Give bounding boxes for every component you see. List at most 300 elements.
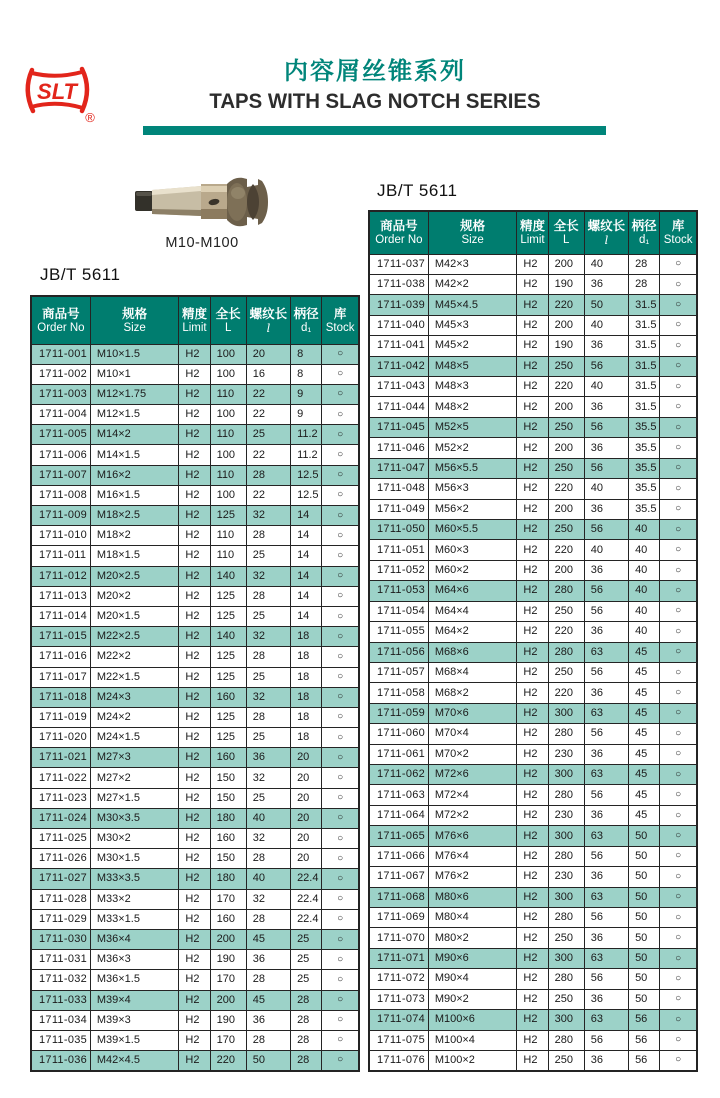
cell-limit: H2 <box>517 356 548 376</box>
cell-length: 110 <box>210 546 246 566</box>
cell-shank: 8 <box>291 344 322 364</box>
cell-shank: 14 <box>291 586 322 606</box>
cell-length: 140 <box>210 627 246 647</box>
spec-row <box>31 465 359 485</box>
cell-stock: ○ <box>660 560 697 580</box>
cell-size: M20×2 <box>90 586 179 606</box>
cell-stock: ○ <box>660 826 697 846</box>
cell-stock: ○ <box>322 707 359 727</box>
spec-row <box>369 377 697 397</box>
cell-thread: 22 <box>246 445 290 465</box>
cell-length: 170 <box>210 970 246 990</box>
cell-stock: ○ <box>660 397 697 417</box>
cell-order: 1711-049 <box>369 499 428 519</box>
cell-order: 1711-072 <box>369 969 428 989</box>
cell-stock: ○ <box>660 1030 697 1050</box>
cell-shank: 11.2 <box>291 425 322 445</box>
cell-size: M16×1.5 <box>90 485 179 505</box>
spec-row <box>369 417 697 437</box>
spec-row <box>369 601 697 621</box>
cell-limit: H2 <box>179 1051 210 1071</box>
cell-length: 300 <box>548 887 584 907</box>
cell-thread: 40 <box>584 540 628 560</box>
cell-thread: 56 <box>584 724 628 744</box>
cell-length: 190 <box>548 336 584 356</box>
spec-row <box>31 829 359 849</box>
slt-logo-icon <box>20 66 110 126</box>
cell-stock: ○ <box>660 703 697 723</box>
cell-order: 1711-067 <box>369 867 428 887</box>
cell-size: M24×2 <box>90 707 179 727</box>
cell-shank: 45 <box>629 662 660 682</box>
title-divider-bar <box>143 126 606 135</box>
cell-thread: 56 <box>584 417 628 437</box>
cell-size: M18×2 <box>90 526 179 546</box>
cell-shank: 35.5 <box>629 499 660 519</box>
cell-shank: 28 <box>291 990 322 1010</box>
cell-shank: 50 <box>629 948 660 968</box>
cell-order: 1711-039 <box>369 295 428 315</box>
cell-thread: 36 <box>584 928 628 948</box>
cell-size: M42×2 <box>428 274 517 294</box>
cell-length: 300 <box>548 826 584 846</box>
cell-stock: ○ <box>322 889 359 909</box>
cell-order: 1711-076 <box>369 1050 428 1070</box>
cell-thread: 36 <box>584 560 628 580</box>
cell-thread: 28 <box>246 1030 290 1050</box>
cell-shank: 20 <box>291 849 322 869</box>
spec-row <box>369 1050 697 1070</box>
cell-size: M39×1.5 <box>90 1030 179 1050</box>
cell-limit: H2 <box>179 808 210 828</box>
cell-thread: 36 <box>584 867 628 887</box>
cell-shank: 50 <box>629 826 660 846</box>
cell-stock: ○ <box>660 581 697 601</box>
cell-length: 190 <box>210 1010 246 1030</box>
product-figure <box>132 176 272 251</box>
cell-shank: 18 <box>291 627 322 647</box>
col-header-size: 规格 Size <box>90 296 179 344</box>
cell-stock: ○ <box>322 586 359 606</box>
cell-size: M14×2 <box>90 425 179 445</box>
cell-limit: H2 <box>179 970 210 990</box>
cell-length: 280 <box>548 908 584 928</box>
cell-order: 1711-048 <box>369 479 428 499</box>
cell-order: 1711-017 <box>31 667 90 687</box>
spec-row <box>31 687 359 707</box>
cell-stock: ○ <box>322 849 359 869</box>
cell-size: M48×3 <box>428 377 517 397</box>
spec-row <box>369 805 697 825</box>
cell-limit: H2 <box>517 540 548 560</box>
cell-stock: ○ <box>322 647 359 667</box>
cell-order: 1711-007 <box>31 465 90 485</box>
cell-thread: 22 <box>246 485 290 505</box>
cell-order: 1711-053 <box>369 581 428 601</box>
cell-length: 280 <box>548 785 584 805</box>
cell-shank: 50 <box>629 908 660 928</box>
cell-limit: H2 <box>517 622 548 642</box>
cell-size: M27×3 <box>90 748 179 768</box>
cell-thread: 16 <box>246 364 290 384</box>
cell-limit: H2 <box>179 465 210 485</box>
cell-size: M45×3 <box>428 315 517 335</box>
spec-row <box>369 274 697 294</box>
cell-size: M60×5.5 <box>428 519 517 539</box>
cell-size: M72×4 <box>428 785 517 805</box>
spec-row <box>31 929 359 949</box>
col-header-stock: 库 Stock <box>660 211 697 254</box>
spec-row <box>369 642 697 662</box>
cell-limit: H2 <box>179 748 210 768</box>
spec-row <box>31 990 359 1010</box>
cell-stock: ○ <box>322 425 359 445</box>
col-header-shank: 柄径 d₁ <box>291 296 322 344</box>
standard-label-right: JB/T 5611 <box>377 181 458 200</box>
spec-row <box>369 356 697 376</box>
spec-row <box>31 849 359 869</box>
cell-shank: 28 <box>629 254 660 274</box>
cell-order: 1711-027 <box>31 869 90 889</box>
cell-shank: 18 <box>291 667 322 687</box>
cell-stock: ○ <box>660 785 697 805</box>
cell-thread: 28 <box>246 909 290 929</box>
cell-stock: ○ <box>322 788 359 808</box>
cell-length: 170 <box>210 889 246 909</box>
cell-length: 180 <box>210 808 246 828</box>
col-header-length: 全长 L <box>210 296 246 344</box>
cell-size: M64×4 <box>428 601 517 621</box>
cell-length: 110 <box>210 526 246 546</box>
cell-thread: 36 <box>584 438 628 458</box>
cell-length: 200 <box>548 397 584 417</box>
cell-stock: ○ <box>660 336 697 356</box>
spec-row <box>31 1030 359 1050</box>
tap-tool-image <box>135 176 269 228</box>
svg-text:®: ® <box>85 110 95 125</box>
spec-row <box>369 846 697 866</box>
cell-stock: ○ <box>322 1010 359 1030</box>
cell-limit: H2 <box>517 519 548 539</box>
cell-size: M45×2 <box>428 336 517 356</box>
cell-shank: 40 <box>629 622 660 642</box>
cell-thread: 28 <box>246 849 290 869</box>
cell-thread: 25 <box>246 788 290 808</box>
cell-length: 150 <box>210 788 246 808</box>
cell-length: 140 <box>210 566 246 586</box>
cell-limit: H2 <box>517 336 548 356</box>
cell-shank: 22.4 <box>291 889 322 909</box>
cell-order: 1711-037 <box>369 254 428 274</box>
cell-thread: 63 <box>584 703 628 723</box>
cell-stock: ○ <box>322 546 359 566</box>
cell-stock: ○ <box>660 315 697 335</box>
cell-shank: 28 <box>291 1030 322 1050</box>
cell-order: 1711-012 <box>31 566 90 586</box>
cell-stock: ○ <box>660 867 697 887</box>
col-header-length: 全长 L <box>548 211 584 254</box>
cell-limit: H2 <box>179 1030 210 1050</box>
cell-thread: 45 <box>246 990 290 1010</box>
cell-thread: 36 <box>584 622 628 642</box>
standard-label-left: JB/T 5611 <box>40 265 121 284</box>
cell-limit: H2 <box>179 667 210 687</box>
cell-shank: 56 <box>629 1010 660 1030</box>
cell-stock: ○ <box>322 768 359 788</box>
cell-length: 125 <box>210 586 246 606</box>
cell-shank: 45 <box>629 744 660 764</box>
cell-thread: 56 <box>584 662 628 682</box>
cell-shank: 40 <box>629 540 660 560</box>
cell-stock: ○ <box>322 364 359 384</box>
cell-thread: 25 <box>246 425 290 445</box>
cell-thread: 56 <box>584 1030 628 1050</box>
cell-stock: ○ <box>660 683 697 703</box>
cell-size: M56×3 <box>428 479 517 499</box>
spec-row <box>31 728 359 748</box>
cell-length: 280 <box>548 724 584 744</box>
cell-stock: ○ <box>322 808 359 828</box>
cell-thread: 56 <box>584 969 628 989</box>
cell-stock: ○ <box>660 765 697 785</box>
cell-limit: H2 <box>179 950 210 970</box>
cell-limit: H2 <box>517 499 548 519</box>
spec-row <box>31 869 359 889</box>
cell-order: 1711-061 <box>369 744 428 764</box>
cell-stock: ○ <box>660 642 697 662</box>
cell-limit: H2 <box>179 889 210 909</box>
spec-row <box>31 768 359 788</box>
cell-limit: H2 <box>517 601 548 621</box>
cell-shank: 25 <box>291 970 322 990</box>
spec-row <box>369 295 697 315</box>
spec-row <box>31 647 359 667</box>
cell-order: 1711-021 <box>31 748 90 768</box>
page-title-block <box>130 58 620 113</box>
cell-order: 1711-074 <box>369 1010 428 1030</box>
cell-stock: ○ <box>322 526 359 546</box>
cell-shank: 22.4 <box>291 909 322 929</box>
cell-thread: 56 <box>584 458 628 478</box>
spec-row <box>369 785 697 805</box>
cell-shank: 50 <box>629 989 660 1009</box>
cell-thread: 56 <box>584 356 628 376</box>
cell-order: 1711-018 <box>31 687 90 707</box>
cell-shank: 31.5 <box>629 336 660 356</box>
cell-thread: 63 <box>584 642 628 662</box>
cell-shank: 9 <box>291 384 322 404</box>
cell-stock: ○ <box>322 829 359 849</box>
cell-size: M30×2 <box>90 829 179 849</box>
cell-shank: 45 <box>629 683 660 703</box>
cell-thread: 32 <box>246 768 290 788</box>
cell-shank: 20 <box>291 808 322 828</box>
cell-thread: 56 <box>584 519 628 539</box>
cell-length: 125 <box>210 667 246 687</box>
cell-stock: ○ <box>660 1010 697 1030</box>
cell-size: M18×1.5 <box>90 546 179 566</box>
cell-thread: 28 <box>246 970 290 990</box>
cell-order: 1711-019 <box>31 707 90 727</box>
cell-thread: 28 <box>246 707 290 727</box>
spec-row <box>369 254 697 274</box>
cell-shank: 35.5 <box>629 458 660 478</box>
cell-stock: ○ <box>660 948 697 968</box>
cell-order: 1711-020 <box>31 728 90 748</box>
cell-thread: 36 <box>584 989 628 1009</box>
spec-row <box>369 908 697 928</box>
cell-thread: 20 <box>246 344 290 364</box>
cell-thread: 22 <box>246 384 290 404</box>
cell-order: 1711-025 <box>31 829 90 849</box>
cell-thread: 36 <box>584 744 628 764</box>
spec-row <box>369 989 697 1009</box>
cell-thread: 63 <box>584 948 628 968</box>
cell-length: 280 <box>548 969 584 989</box>
cell-limit: H2 <box>517 928 548 948</box>
cell-order: 1711-059 <box>369 703 428 723</box>
cell-order: 1711-066 <box>369 846 428 866</box>
cell-limit: H2 <box>179 1010 210 1030</box>
cell-limit: H2 <box>179 445 210 465</box>
cell-size: M30×1.5 <box>90 849 179 869</box>
cell-order: 1711-015 <box>31 627 90 647</box>
cell-stock: ○ <box>322 606 359 626</box>
cell-length: 280 <box>548 846 584 866</box>
cell-order: 1711-023 <box>31 788 90 808</box>
cell-size: M14×1.5 <box>90 445 179 465</box>
cell-thread: 36 <box>584 683 628 703</box>
cell-limit: H2 <box>179 606 210 626</box>
cell-stock: ○ <box>660 438 697 458</box>
cell-length: 250 <box>548 601 584 621</box>
cell-length: 220 <box>548 377 584 397</box>
cell-size: M64×6 <box>428 581 517 601</box>
spec-row <box>31 405 359 425</box>
cell-shank: 18 <box>291 647 322 667</box>
cell-stock: ○ <box>660 908 697 928</box>
cell-order: 1711-030 <box>31 929 90 949</box>
cell-thread: 25 <box>246 546 290 566</box>
cell-shank: 35.5 <box>629 438 660 458</box>
cell-length: 110 <box>210 465 246 485</box>
spec-row <box>369 1010 697 1030</box>
cell-stock: ○ <box>660 1050 697 1070</box>
spec-row <box>31 1051 359 1071</box>
col-header-shank: 柄径 d₁ <box>629 211 660 254</box>
spec-row <box>369 724 697 744</box>
cell-shank: 40 <box>629 601 660 621</box>
spec-row <box>31 707 359 727</box>
cell-limit: H2 <box>517 703 548 723</box>
cell-limit: H2 <box>179 526 210 546</box>
cell-shank: 28 <box>291 1051 322 1071</box>
spec-row <box>31 526 359 546</box>
col-header-size: 规格 Size <box>428 211 517 254</box>
cell-order: 1711-063 <box>369 785 428 805</box>
cell-shank: 45 <box>629 724 660 744</box>
cell-limit: H2 <box>517 1030 548 1050</box>
cell-shank: 20 <box>291 768 322 788</box>
cell-shank: 40 <box>629 581 660 601</box>
cell-order: 1711-032 <box>31 970 90 990</box>
spec-row <box>369 519 697 539</box>
cell-length: 190 <box>548 274 584 294</box>
cell-size: M76×6 <box>428 826 517 846</box>
cell-thread: 63 <box>584 887 628 907</box>
cell-size: M68×4 <box>428 662 517 682</box>
cell-thread: 56 <box>584 908 628 928</box>
cell-size: M80×4 <box>428 908 517 928</box>
cell-length: 160 <box>210 909 246 929</box>
cell-size: M56×5.5 <box>428 458 517 478</box>
cell-size: M36×4 <box>90 929 179 949</box>
cell-size: M33×3.5 <box>90 869 179 889</box>
cell-order: 1711-062 <box>369 765 428 785</box>
cell-limit: H2 <box>179 627 210 647</box>
cell-limit: H2 <box>517 662 548 682</box>
cell-thread: 22 <box>246 405 290 425</box>
cell-limit: H2 <box>179 909 210 929</box>
cell-stock: ○ <box>660 377 697 397</box>
cell-thread: 32 <box>246 829 290 849</box>
cell-stock: ○ <box>660 417 697 437</box>
cell-length: 180 <box>210 869 246 889</box>
cell-stock: ○ <box>322 667 359 687</box>
cell-length: 200 <box>548 438 584 458</box>
spec-row <box>31 970 359 990</box>
cell-order: 1711-029 <box>31 909 90 929</box>
cell-size: M27×2 <box>90 768 179 788</box>
cell-limit: H2 <box>517 805 548 825</box>
cell-limit: H2 <box>179 647 210 667</box>
cell-stock: ○ <box>660 519 697 539</box>
cell-size: M39×4 <box>90 990 179 1010</box>
cell-limit: H2 <box>517 867 548 887</box>
cell-size: M70×6 <box>428 703 517 723</box>
cell-limit: H2 <box>179 364 210 384</box>
cell-shank: 50 <box>629 846 660 866</box>
cell-length: 230 <box>548 867 584 887</box>
cell-shank: 28 <box>629 274 660 294</box>
cell-order: 1711-060 <box>369 724 428 744</box>
spec-row <box>369 744 697 764</box>
cell-length: 300 <box>548 1010 584 1030</box>
cell-size: M42×4.5 <box>90 1051 179 1071</box>
cell-size: M10×1.5 <box>90 344 179 364</box>
cell-thread: 56 <box>584 785 628 805</box>
cell-order: 1711-052 <box>369 560 428 580</box>
cell-length: 100 <box>210 405 246 425</box>
cell-limit: H2 <box>179 829 210 849</box>
cell-shank: 50 <box>629 928 660 948</box>
cell-size: M16×2 <box>90 465 179 485</box>
cell-order: 1711-050 <box>369 519 428 539</box>
cell-size: M18×2.5 <box>90 506 179 526</box>
spec-row <box>31 344 359 364</box>
cell-stock: ○ <box>660 601 697 621</box>
cell-order: 1711-043 <box>369 377 428 397</box>
cell-size: M22×2.5 <box>90 627 179 647</box>
cell-stock: ○ <box>660 254 697 274</box>
cell-limit: H2 <box>517 683 548 703</box>
cell-length: 250 <box>548 519 584 539</box>
cell-size: M56×2 <box>428 499 517 519</box>
cell-shank: 18 <box>291 707 322 727</box>
cell-limit: H2 <box>179 506 210 526</box>
cell-stock: ○ <box>322 869 359 889</box>
cell-length: 300 <box>548 765 584 785</box>
